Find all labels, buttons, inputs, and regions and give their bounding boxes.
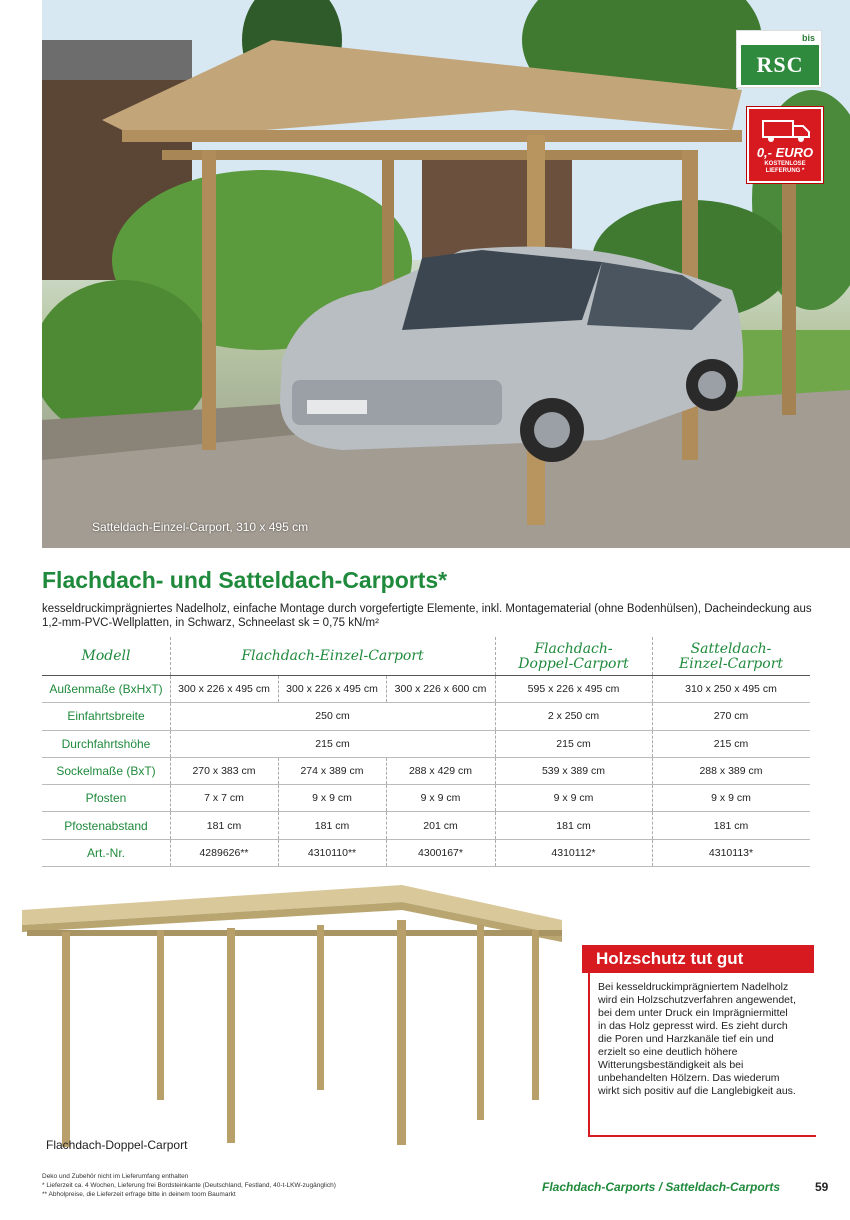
info-border-bottom	[588, 1135, 816, 1137]
footnotes	[42, 1172, 336, 1199]
table-cell: 7 x 7 cm	[204, 792, 244, 805]
bottom-caption: Flachdach-Doppel-Carport	[46, 1138, 188, 1152]
table-row	[42, 785, 810, 812]
table-cell: 250 cm	[315, 710, 350, 723]
table-row	[42, 731, 810, 758]
table-cell: 300 x 226 x 600 cm	[394, 683, 487, 696]
footnote-1: Deko und Zubehör nicht im Lieferumfang enthalten	[42, 1173, 189, 1180]
badge-text	[749, 161, 821, 175]
info-border-left	[588, 971, 590, 1137]
footnote-2: * Lieferzeit ca. 4 Wochen, Lieferung frei Bordsteinkante (Deutschland, Festland, 40-t-LKW-zugänglich)	[42, 1182, 336, 1189]
logo-mark: RSC	[741, 45, 819, 85]
table-cell: 288 x 389 cm	[699, 765, 763, 778]
table-cell: 270 cm	[713, 710, 749, 723]
row-label: Art.-Nr.	[87, 845, 125, 860]
table-cell: 300 x 226 x 495 cm	[178, 683, 270, 696]
table-cell: 181 cm	[713, 819, 749, 832]
truck-icon	[761, 117, 811, 143]
header-satteldach-einzel: Satteldach- Einzel-Carport	[678, 640, 784, 672]
table-row	[42, 758, 810, 785]
table-cell: 181 cm	[206, 819, 242, 832]
info-body: Bei kesseldruckimprägniertem Nadelholz wird ein Holzschutzverfahren angewendet, bei dem unter Druck ein Imprägniermittel in das Holz gepresst wird. Es zieht durch die Poren und Harzkanäle tief ein und erzielt so eine deutlich höhere Witterungsbeständigkeit als bei unbehandelten Hölzern. Das wiederum wirkt sich positiv auf die Langlebigkeit aus.	[598, 981, 796, 1097]
table-cell: 270 x 383 cm	[192, 765, 256, 778]
footnote-3: ** Abholpreise, die Lieferzeit erfrage bitte in deinem toom Baumarkt	[42, 1191, 236, 1198]
badge-text-line1: KOSTENLOSE	[764, 161, 806, 167]
table-cell: 181 cm	[314, 819, 350, 832]
row-label: Pfostenabstand	[64, 818, 148, 833]
table-cell: 4310110**	[307, 846, 357, 859]
spec-table	[42, 637, 810, 867]
table-row	[42, 703, 810, 730]
rsc-logo	[736, 30, 822, 88]
header-flachdach-einzel: Flachdach-Einzel-Carport	[241, 648, 424, 664]
table-row	[42, 676, 810, 703]
hero-photo	[42, 0, 850, 548]
section-title: Flachdach-Carports / Satteldach-Carports	[542, 1180, 781, 1194]
table-cell: 9 x 9 cm	[420, 792, 461, 805]
header-model: Modell	[81, 648, 131, 664]
row-label: Pfosten	[85, 791, 127, 806]
carport-car-illustration	[42, 0, 850, 548]
table-header-row	[42, 637, 810, 676]
flachdach-doppel-carport-illustration	[22, 880, 567, 1160]
hero-caption: Satteldach-Einzel-Carport, 310 x 495 cm	[92, 520, 309, 534]
table-cell: 4289626**	[199, 846, 249, 859]
table-cell: 288 x 429 cm	[408, 765, 473, 778]
table-cell: 4300167*	[418, 846, 463, 859]
row-label: Einfahrtsbreite	[67, 709, 145, 724]
table-cell: 4310112*	[551, 846, 596, 859]
table-cell: 300 x 226 x 495 cm	[286, 683, 378, 696]
table-cell: 215 cm	[713, 737, 749, 750]
table-cell: 215 cm	[556, 737, 591, 750]
table-cell: 181 cm	[556, 819, 591, 832]
table-body	[42, 676, 810, 867]
row-label: Sockelmaße (BxT)	[56, 764, 156, 779]
table-cell: 539 x 389 cm	[541, 765, 606, 778]
info-box	[592, 945, 814, 1135]
free-delivery-badge	[747, 107, 823, 183]
table-cell: 9 x 9 cm	[312, 792, 352, 805]
table-cell: 274 x 389 cm	[300, 765, 364, 778]
table-cell: 201 cm	[423, 819, 458, 832]
product-intro: kesseldruckimprägniertes Nadelholz, einfache Montage durch vorgefertigte Elemente, inkl. Montagematerial (ohne Bodenhülsen), Dacheindeckung aus 1,2-mm-PVC-Wellplatten, in Schwarz, Schneelast sk = 0,75 kN/m²	[42, 603, 812, 629]
page-number: 59	[815, 1180, 829, 1194]
logo-bis-text: bis	[801, 33, 815, 43]
table-cell: 4310113*	[708, 846, 754, 859]
table-row	[42, 840, 810, 867]
badge-price: 0,- EURO	[756, 145, 814, 160]
table-cell: 595 x 226 x 495 cm	[527, 683, 620, 696]
table-cell: 310 x 250 x 495 cm	[685, 683, 777, 696]
header-flachdach-doppel: Flachdach- Doppel-Carport	[518, 640, 629, 672]
table-cell: 9 x 9 cm	[711, 792, 751, 805]
table-cell: 2 x 250 cm	[547, 710, 600, 723]
page-headline: Flachdach- und Satteldach-Carports*	[42, 567, 448, 593]
row-label: Außenmaße (BxHxT)	[49, 682, 163, 697]
row-label: Durchfahrtshöhe	[61, 736, 151, 751]
badge-text-line2: LIEFERUNG *	[765, 168, 805, 174]
table-cell: 9 x 9 cm	[553, 792, 594, 805]
table-row	[42, 812, 810, 839]
table-cell: 215 cm	[315, 737, 350, 750]
info-title: Holzschutz tut gut	[582, 945, 814, 973]
